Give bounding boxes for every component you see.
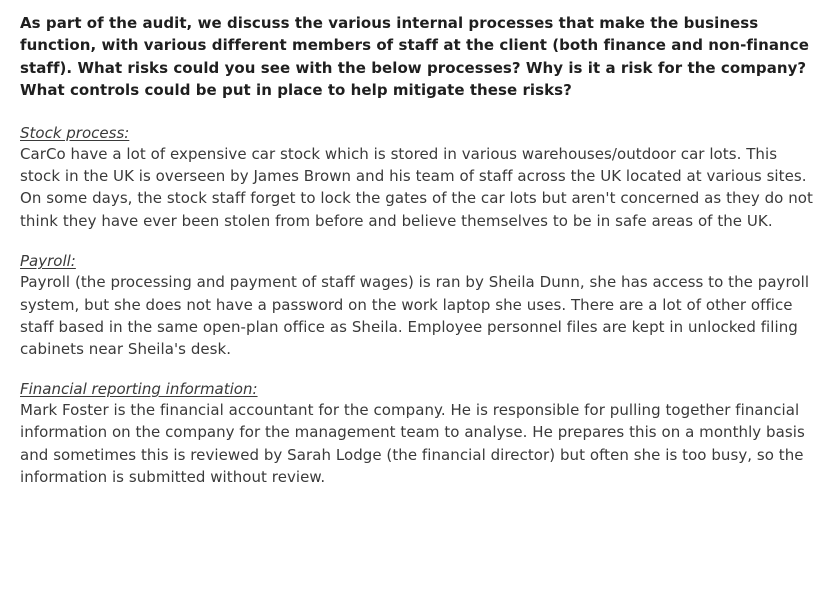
stock-process-heading: Stock process: (20, 123, 130, 142)
stock-process-section (20, 123, 820, 233)
financial-reporting-body: Mark Foster is the financial accountant for the company. He is responsible for pulling together financial information on the company for the management team to analyse. He prepares this on a monthly basis and sometimes this is reviewed by Sarah Lodge (the financial director) but often she is too busy, so the information is submitted without review. (20, 400, 805, 487)
financial-reporting-heading: Financial reporting information: (20, 379, 258, 398)
financial-reporting-section (20, 379, 820, 489)
payroll-section (20, 251, 820, 361)
intro-paragraph: As part of the audit, we discuss the various internal processes that make the business function, with various different members of staff at the client (both finance and non-finance staff). What risks could you see with the below processes? Why is it a risk for the company? What controls could be put in place to help mitigate these risks? (20, 14, 809, 100)
stock-process-body: CarCo have a lot of expensive car stock which is stored in various warehouses/outdoor car lots. This stock in the UK is overseen by James Brown and his team of staff across the UK located at various sites. On some days, the stock staff forget to lock the gates of the car lots but aren't concerned as they do not think they have ever been stolen from before and believe themselves to be in safe areas of the UK. (20, 144, 813, 230)
payroll-body: Payroll (the processing and payment of staff wages) is ran by Sheila Dunn, she has access to the payroll system, but she does not have a password on the work laptop she uses. There are a lot of other office staff based in the same open-plan office as Sheila. Employee personnel files are kept in unlocked filing cabinets near Sheila's desk. (20, 273, 810, 359)
payroll-heading: Payroll: (20, 252, 76, 271)
document-page (20, 12, 820, 489)
